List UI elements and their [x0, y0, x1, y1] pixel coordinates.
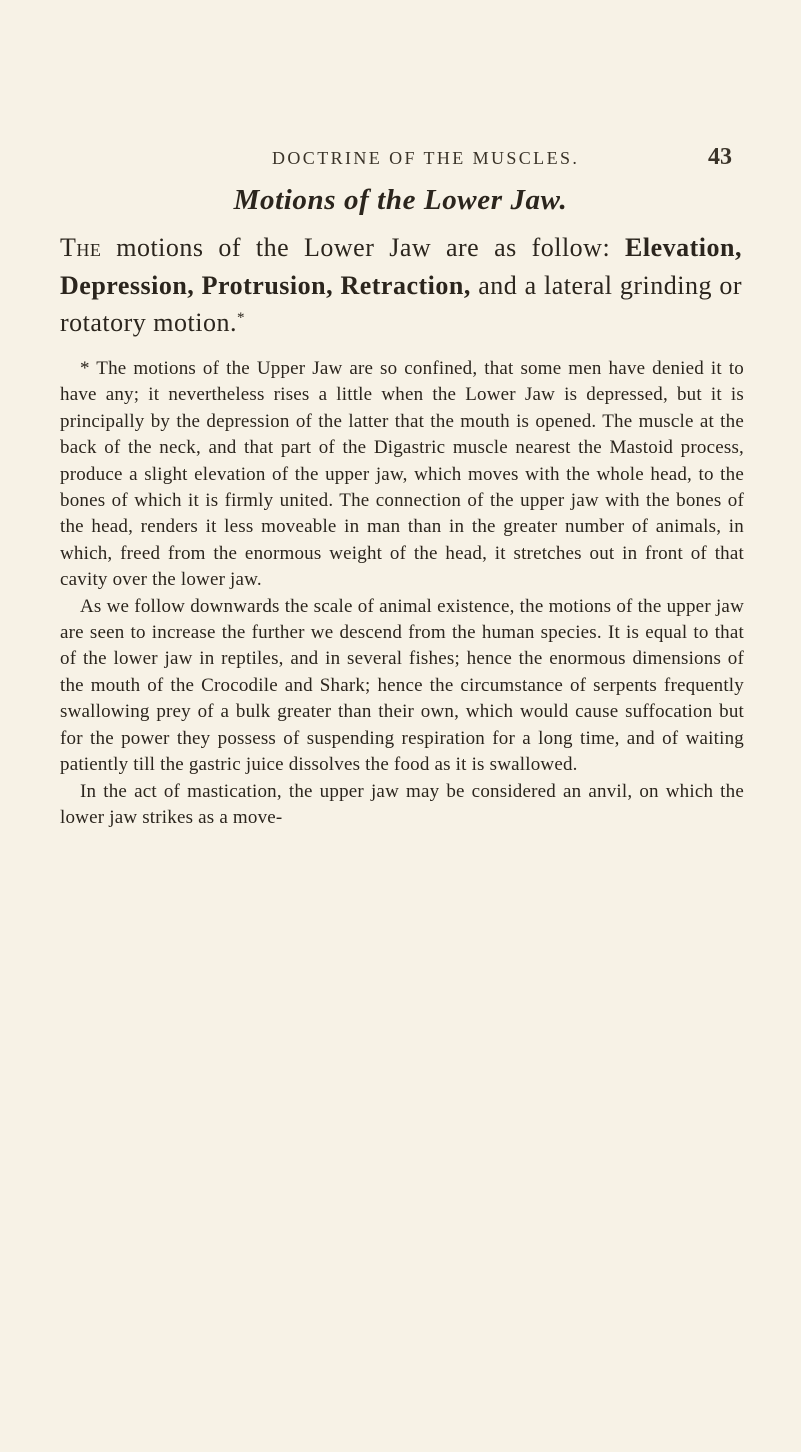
section-heading: Motions of the Lower Jaw. [233, 184, 568, 216]
running-title: DOCTRINE OF THE MUSCLES. [272, 148, 580, 168]
page-number: 43 [708, 144, 732, 170]
intro-motions: Elevation, Depression, Protrusion, Retraction, [60, 233, 742, 300]
footnote-reference: * [236, 310, 245, 326]
footnotes [60, 356, 744, 831]
running-head [272, 144, 732, 178]
footnote-paragraph-3: In the act of mastication, the upper jaw may be considered an anvil, on which the lower jaw strikes as a move- [60, 780, 744, 828]
intro-tail: and a lateral grinding or rotatory motion. [60, 270, 742, 337]
footnote-paragraph-1: * The motions of the Upper Jaw are so confined, that some men have denied it to have any; it nevertheless rises a little when the Lower Jaw is depressed, but it is principally by the depression of the latter that the mouth is opened. The muscle at the back of the neck, and that part of the Digastric muscle nearest the Mastoid process, produce a slight elevation of the upper jaw, which moves with the whole head, to the bones of which it is firmly united. The connection of the upper jaw with the bones of the head, renders it less moveable in man than in the greater number of animals, in which, freed from the enormous weight of the head, it stretches out in front of that cavity over the lower jaw. [60, 358, 744, 591]
intro-lead-caps: The [60, 233, 102, 262]
footnote-paragraph-2: As we follow downwards the scale of animal existence, the motions of the upper jaw are seen to increase the further we descend from the human species. It is equal to that of the lower jaw in reptiles, and in several fishes; hence the enormous dimensions of the mouth of the Crocodile and Shark; hence the circumstance of serpents frequently swallowing prey of a bulk greater than their own, which would cause suffocation but for the power they possess of suspending respiration for a long time, and of waiting patiently till the gastric juice dissolves the food as it is swallowed. [60, 595, 744, 776]
intro-paragraph [60, 229, 742, 342]
intro-text: motions of the Lower Jaw are as follow: [101, 233, 611, 262]
